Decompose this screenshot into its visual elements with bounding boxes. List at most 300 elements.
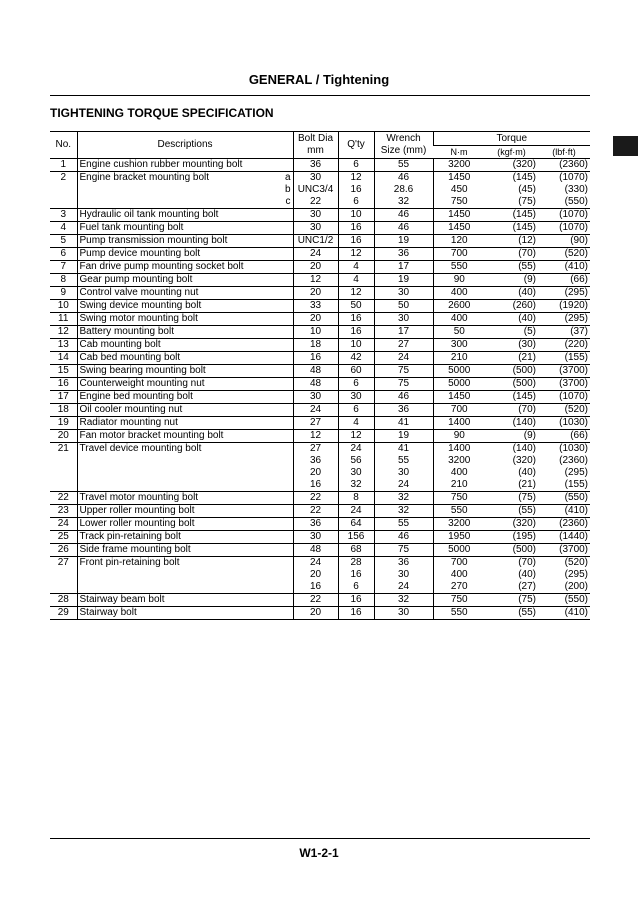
torque-nm-value: 1950 <box>448 531 471 542</box>
cell-torque-lbfft <box>538 352 590 365</box>
cell-wrench-size <box>374 378 433 391</box>
cell-torque-lbfft <box>538 300 590 313</box>
cell-bolt-dia <box>293 300 338 313</box>
qty-value: 16 <box>350 222 362 233</box>
torque-nm-value: 550 <box>450 261 468 272</box>
sub-label-value <box>262 339 291 351</box>
table-row <box>50 159 590 172</box>
col-header-bolt-dia <box>293 132 338 159</box>
bolt-dia-value: 22 <box>309 505 322 516</box>
table-row <box>50 492 590 505</box>
torque-lbfft-value: (66) <box>570 274 589 285</box>
row-description: Front pin-retaining bolt <box>77 557 260 594</box>
qty-value: 4 <box>353 417 359 428</box>
sub-label-value <box>262 467 291 479</box>
cell-torque-kgfm <box>485 352 538 365</box>
torque-lbfft-value: (2360) <box>559 159 589 170</box>
torque-table <box>50 131 590 620</box>
cell-qty <box>338 391 374 404</box>
cell-qty <box>338 339 374 352</box>
torque-kgfm-value: (27) <box>518 581 536 592</box>
cell-wrench-size <box>374 261 433 274</box>
qty-value: 68 <box>350 544 362 555</box>
row-number: 5 <box>60 235 67 246</box>
bolt-dia-value: 12 <box>309 274 322 285</box>
cell-sub-label <box>260 274 293 287</box>
qty-value: 12 <box>350 172 362 183</box>
cell-sub-label <box>260 209 293 222</box>
torque-nm-value: 1450 <box>448 172 471 183</box>
cell-bolt-dia <box>293 391 338 404</box>
torque-kgfm-value: (55) <box>518 607 536 618</box>
table-row <box>50 222 590 235</box>
cell-sub-label <box>260 222 293 235</box>
row-description: Oil cooler mounting nut <box>77 404 260 417</box>
cell-torque-lbfft <box>538 594 590 607</box>
table-row <box>50 544 590 557</box>
cell-torque-nm <box>433 300 485 313</box>
cell-sub-label <box>260 172 293 209</box>
torque-kgfm-value: (500) <box>512 378 536 389</box>
cell-torque-lbfft <box>538 557 590 594</box>
qty-value: 4 <box>353 274 359 285</box>
torque-nm-value: 400 <box>450 569 468 580</box>
cell-qty <box>338 287 374 300</box>
wrench-unit: Size (mm) <box>380 145 427 156</box>
row-number: 12 <box>57 326 69 337</box>
cell-torque-kgfm <box>485 492 538 505</box>
cell-bolt-dia <box>293 209 338 222</box>
sub-label-value <box>262 248 291 260</box>
torque-nm-value: 1400 <box>448 417 471 428</box>
cell-wrench-size <box>374 339 433 352</box>
row-description: Gear pump mounting bolt <box>77 274 260 287</box>
cell-qty <box>338 443 374 492</box>
sub-label-value <box>262 326 291 338</box>
sub-label-value <box>262 300 291 312</box>
cell-qty <box>338 531 374 544</box>
torque-lbfft-value: (1030) <box>559 443 589 454</box>
sub-label-value <box>262 274 291 286</box>
sub-label-value <box>262 287 291 299</box>
cell-torque-nm <box>433 339 485 352</box>
row-number: 4 <box>60 222 67 233</box>
torque-lbfft-value: (2360) <box>559 518 589 529</box>
wrench-size-value: 55 <box>397 159 410 170</box>
cell-sub-label <box>260 607 293 620</box>
cell-bolt-dia <box>293 518 338 531</box>
cell-torque-nm <box>433 391 485 404</box>
torque-nm-value: 5000 <box>448 365 471 376</box>
row-number: 20 <box>57 430 69 441</box>
cell-wrench-size <box>374 274 433 287</box>
qty-value: 12 <box>350 287 362 298</box>
torque-lbfft-value: (3700) <box>559 378 589 389</box>
torque-kgfm-value: (500) <box>512 544 536 555</box>
cell-bolt-dia <box>293 235 338 248</box>
bolt-dia-value: 27 <box>309 417 322 428</box>
cell-wrench-size <box>374 492 433 505</box>
row-description: Control valve mounting nut <box>77 287 260 300</box>
cell-qty <box>338 313 374 326</box>
cell-torque-kgfm <box>485 300 538 313</box>
cell-qty <box>338 172 374 209</box>
sub-label-value <box>262 581 291 593</box>
qty-value: 30 <box>350 467 362 478</box>
cell-torque-lbfft <box>538 607 590 620</box>
torque-nm-value: 700 <box>450 248 468 259</box>
cell-bolt-dia <box>293 248 338 261</box>
torque-kgfm-value: (9) <box>523 430 536 441</box>
sub-label-value <box>262 209 291 221</box>
torque-kgfm-value: (145) <box>512 391 536 402</box>
wrench-size-value: 32 <box>397 492 410 503</box>
qty-value: 64 <box>350 518 362 529</box>
cell-torque-kgfm <box>485 518 538 531</box>
sub-label-value <box>262 479 291 491</box>
qty-value: 6 <box>353 196 359 207</box>
row-number: 18 <box>57 404 69 415</box>
row-number: 22 <box>57 492 69 503</box>
table-row <box>50 352 590 365</box>
cell-torque-kgfm <box>485 391 538 404</box>
cell-qty <box>338 492 374 505</box>
torque-lbfft-value: (410) <box>564 607 589 618</box>
torque-lbfft-value: (90) <box>570 235 589 246</box>
qty-value: 6 <box>353 159 359 170</box>
row-description: Upper roller mounting bolt <box>77 505 260 518</box>
row-description: Swing motor mounting bolt <box>77 313 260 326</box>
table-row <box>50 518 590 531</box>
cell-sub-label <box>260 492 293 505</box>
col-header-lbfft: (lbf·ft) <box>538 146 590 159</box>
page-title: GENERAL / Tightening <box>248 72 390 87</box>
wrench-size-value: 75 <box>397 378 410 389</box>
torque-lbfft-value: (1440) <box>559 531 589 542</box>
sub-label-value: b <box>284 184 291 195</box>
qty-value: 16 <box>350 326 362 337</box>
cell-wrench-size <box>374 404 433 417</box>
wrench-size-value: 36 <box>397 248 410 259</box>
cell-wrench-size <box>374 172 433 209</box>
cell-sub-label <box>260 443 293 492</box>
qty-value: 56 <box>350 455 362 466</box>
cell-bolt-dia <box>293 492 338 505</box>
section-tab-marker <box>613 136 638 156</box>
cell-torque-kgfm <box>485 531 538 544</box>
wrench-size-value: 30 <box>397 467 410 478</box>
torque-lbfft-value: (1070) <box>559 209 589 220</box>
torque-kgfm-value: (45) <box>518 184 536 195</box>
row-number: 27 <box>57 557 69 568</box>
cell-torque-nm <box>433 172 485 209</box>
cell-torque-kgfm <box>485 378 538 391</box>
cell-torque-kgfm <box>485 443 538 492</box>
row-number: 25 <box>57 531 69 542</box>
qty-value: 6 <box>353 378 359 389</box>
cell-qty <box>338 326 374 339</box>
torque-nm-value: 120 <box>450 235 468 246</box>
cell-sub-label <box>260 339 293 352</box>
cell-sub-label <box>260 365 293 378</box>
cell-bolt-dia <box>293 378 338 391</box>
wrench-size-value: 17 <box>397 326 410 337</box>
torque-lbfft-value: (295) <box>564 467 589 478</box>
section-title: TIGHTENING TORQUE SPECIFICATION <box>50 106 274 120</box>
cell-torque-kgfm <box>485 274 538 287</box>
cell-wrench-size <box>374 326 433 339</box>
cell-torque-lbfft <box>538 531 590 544</box>
bolt-dia-value: UNC1/2 <box>297 235 334 246</box>
bolt-dia-value: 20 <box>309 313 322 324</box>
table-row <box>50 248 590 261</box>
row-number: 11 <box>58 313 69 324</box>
sub-label-value <box>262 222 291 234</box>
wrench-size-value: 30 <box>397 287 410 298</box>
wrench-size-value: 19 <box>397 235 410 246</box>
bolt-dia-value: 30 <box>309 391 322 402</box>
qty-value: 16 <box>350 594 362 605</box>
torque-kgfm-value: (500) <box>512 365 536 376</box>
row-description: Fan motor bracket mounting bolt <box>77 430 260 443</box>
qty-value: 24 <box>350 443 362 454</box>
torque-lbfft-value: (550) <box>564 492 589 503</box>
torque-nm-value: 5000 <box>448 378 471 389</box>
torque-kgfm-value: (75) <box>518 594 536 605</box>
torque-lbfft-value: (1920) <box>559 300 589 311</box>
row-description: Swing bearing mounting bolt <box>77 365 260 378</box>
cell-torque-nm <box>433 492 485 505</box>
table-row <box>50 339 590 352</box>
torque-kgfm-value: (40) <box>518 313 536 324</box>
cell-torque-lbfft <box>538 391 590 404</box>
wrench-size-value: 46 <box>397 172 410 183</box>
wrench-size-value: 75 <box>397 544 410 555</box>
row-description: Travel device mounting bolt <box>77 443 260 492</box>
cell-torque-lbfft <box>538 404 590 417</box>
torque-nm-value: 400 <box>450 287 468 298</box>
cell-torque-kgfm <box>485 544 538 557</box>
cell-torque-nm <box>433 531 485 544</box>
row-number: 14 <box>57 352 69 363</box>
torque-lbfft-value: (410) <box>564 261 589 272</box>
cell-torque-kgfm <box>485 235 538 248</box>
torque-nm-value: 210 <box>450 352 468 363</box>
cell-bolt-dia <box>293 505 338 518</box>
cell-torque-kgfm <box>485 557 538 594</box>
sub-label-value <box>262 531 291 543</box>
cell-torque-kgfm <box>485 505 538 518</box>
cell-sub-label <box>260 300 293 313</box>
cell-qty <box>338 417 374 430</box>
cell-torque-lbfft <box>538 313 590 326</box>
cell-torque-kgfm <box>485 430 538 443</box>
wrench-size-value: 75 <box>397 365 410 376</box>
cell-torque-lbfft <box>538 339 590 352</box>
torque-lbfft-value: (520) <box>564 404 589 415</box>
wrench-size-value: 36 <box>397 557 410 568</box>
torque-nm-value: 50 <box>453 326 465 337</box>
wrench-size-value: 30 <box>397 607 410 618</box>
torque-kgfm-value: (195) <box>512 531 536 542</box>
torque-kgfm-value: (21) <box>518 479 536 490</box>
row-number: 28 <box>57 594 69 605</box>
torque-lbfft-value: (520) <box>564 248 589 259</box>
qty-value: 16 <box>350 607 362 618</box>
cell-bolt-dia <box>293 594 338 607</box>
torque-kgfm-value: (30) <box>518 339 536 350</box>
cell-torque-lbfft <box>538 159 590 172</box>
cell-torque-kgfm <box>485 261 538 274</box>
row-number: 8 <box>60 274 67 285</box>
row-description: Hydraulic oil tank mounting bolt <box>77 209 260 222</box>
row-number: 26 <box>57 544 69 555</box>
cell-torque-nm <box>433 261 485 274</box>
cell-sub-label <box>260 378 293 391</box>
wrench-size-value: 36 <box>397 404 410 415</box>
wrench-size-value: 46 <box>397 209 410 220</box>
torque-nm-value: 700 <box>450 557 468 568</box>
bolt-dia-value: 18 <box>309 339 322 350</box>
row-description: Stairway bolt <box>77 607 260 620</box>
cell-torque-lbfft <box>538 505 590 518</box>
cell-wrench-size <box>374 365 433 378</box>
cell-qty <box>338 594 374 607</box>
bolt-dia-value: 36 <box>309 455 322 466</box>
cell-torque-lbfft <box>538 544 590 557</box>
cell-torque-kgfm <box>485 326 538 339</box>
cell-qty <box>338 544 374 557</box>
torque-lbfft-value: (520) <box>564 557 589 568</box>
cell-qty <box>338 365 374 378</box>
col-header-torque: Torque <box>433 132 590 146</box>
sub-label-value <box>262 378 291 390</box>
wrench-size-value: 19 <box>397 274 410 285</box>
torque-kgfm-value: (145) <box>512 172 536 183</box>
wrench-size-value: 46 <box>397 531 410 542</box>
table-row <box>50 300 590 313</box>
row-description: Pump transmission mounting bolt <box>77 235 260 248</box>
col-header-wrench <box>374 132 433 159</box>
cell-bolt-dia <box>293 287 338 300</box>
bolt-dia-value: 48 <box>309 544 322 555</box>
torque-lbfft-value: (200) <box>564 581 589 592</box>
torque-lbfft-value: (66) <box>570 430 589 441</box>
row-description: Track pin-retaining bolt <box>77 531 260 544</box>
wrench-size-value: 55 <box>397 455 410 466</box>
cell-qty <box>338 352 374 365</box>
wrench-size-value: 41 <box>397 417 410 428</box>
torque-kgfm-value: (75) <box>518 196 536 207</box>
cell-sub-label <box>260 352 293 365</box>
cell-torque-kgfm <box>485 248 538 261</box>
cell-torque-nm <box>433 594 485 607</box>
cell-sub-label <box>260 313 293 326</box>
cell-qty <box>338 557 374 594</box>
torque-kgfm-value: (75) <box>518 492 536 503</box>
torque-nm-value: 90 <box>453 430 465 441</box>
bolt-dia-value: 30 <box>309 222 322 233</box>
table-row <box>50 261 590 274</box>
torque-nm-value: 1450 <box>448 222 471 233</box>
cell-torque-lbfft <box>538 274 590 287</box>
cell-qty <box>338 274 374 287</box>
wrench-size-value: 41 <box>397 443 410 454</box>
col-header-qty: Q'ty <box>338 132 374 159</box>
header-rule <box>50 95 590 96</box>
cell-sub-label <box>260 235 293 248</box>
col-header-nm: N·m <box>433 146 485 159</box>
torque-nm-value: 750 <box>450 492 468 503</box>
wrench-size-value: 55 <box>397 518 410 529</box>
cell-torque-nm <box>433 607 485 620</box>
bolt-dia-value: 20 <box>309 287 322 298</box>
cell-bolt-dia <box>293 443 338 492</box>
wrench-label: Wrench <box>386 133 421 144</box>
cell-bolt-dia <box>293 544 338 557</box>
sub-label-value <box>262 518 291 530</box>
cell-torque-nm <box>433 378 485 391</box>
bolt-dia-value: 33 <box>309 300 322 311</box>
torque-nm-value: 400 <box>450 313 468 324</box>
torque-nm-value: 3200 <box>448 455 471 466</box>
row-number: 1 <box>60 159 67 170</box>
row-number: 19 <box>57 417 69 428</box>
qty-value: 50 <box>350 300 362 311</box>
wrench-size-value: 46 <box>397 222 410 233</box>
sub-label-value <box>262 430 291 442</box>
torque-nm-value: 5000 <box>448 544 471 555</box>
cell-qty <box>338 261 374 274</box>
cell-qty <box>338 518 374 531</box>
wrench-size-value: 28.6 <box>393 184 414 195</box>
torque-lbfft-value: (1070) <box>559 172 589 183</box>
wrench-size-value: 24 <box>397 352 410 363</box>
row-description: Counterweight mounting nut <box>77 378 260 391</box>
torque-lbfft-value: (1030) <box>559 417 589 428</box>
bolt-dia-value: 16 <box>309 352 322 363</box>
row-description: Cab mounting bolt <box>77 339 260 352</box>
torque-nm-value: 400 <box>450 467 468 478</box>
cell-torque-nm <box>433 235 485 248</box>
cell-torque-nm <box>433 313 485 326</box>
torque-kgfm-value: (140) <box>512 417 536 428</box>
qty-value: 10 <box>350 339 362 350</box>
sub-label-value <box>262 569 291 581</box>
cell-wrench-size <box>374 235 433 248</box>
cell-wrench-size <box>374 607 433 620</box>
torque-nm-value: 300 <box>450 339 468 350</box>
bolt-dia-unit: mm <box>307 145 324 156</box>
cell-torque-nm <box>433 417 485 430</box>
bolt-dia-value: 24 <box>309 557 322 568</box>
torque-kgfm-value: (140) <box>512 443 536 454</box>
cell-qty <box>338 222 374 235</box>
row-number: 23 <box>57 505 69 516</box>
torque-lbfft-value: (295) <box>564 313 589 324</box>
cell-bolt-dia <box>293 557 338 594</box>
sub-label-value <box>262 261 291 273</box>
torque-lbfft-value: (410) <box>564 505 589 516</box>
torque-kgfm-value: (145) <box>512 209 536 220</box>
torque-lbfft-value: (2360) <box>559 455 589 466</box>
qty-value: 60 <box>350 365 362 376</box>
cell-sub-label <box>260 531 293 544</box>
table-row <box>50 430 590 443</box>
sub-label-value <box>262 607 291 619</box>
cell-torque-nm <box>433 518 485 531</box>
col-header-descriptions: Descriptions <box>77 132 293 159</box>
